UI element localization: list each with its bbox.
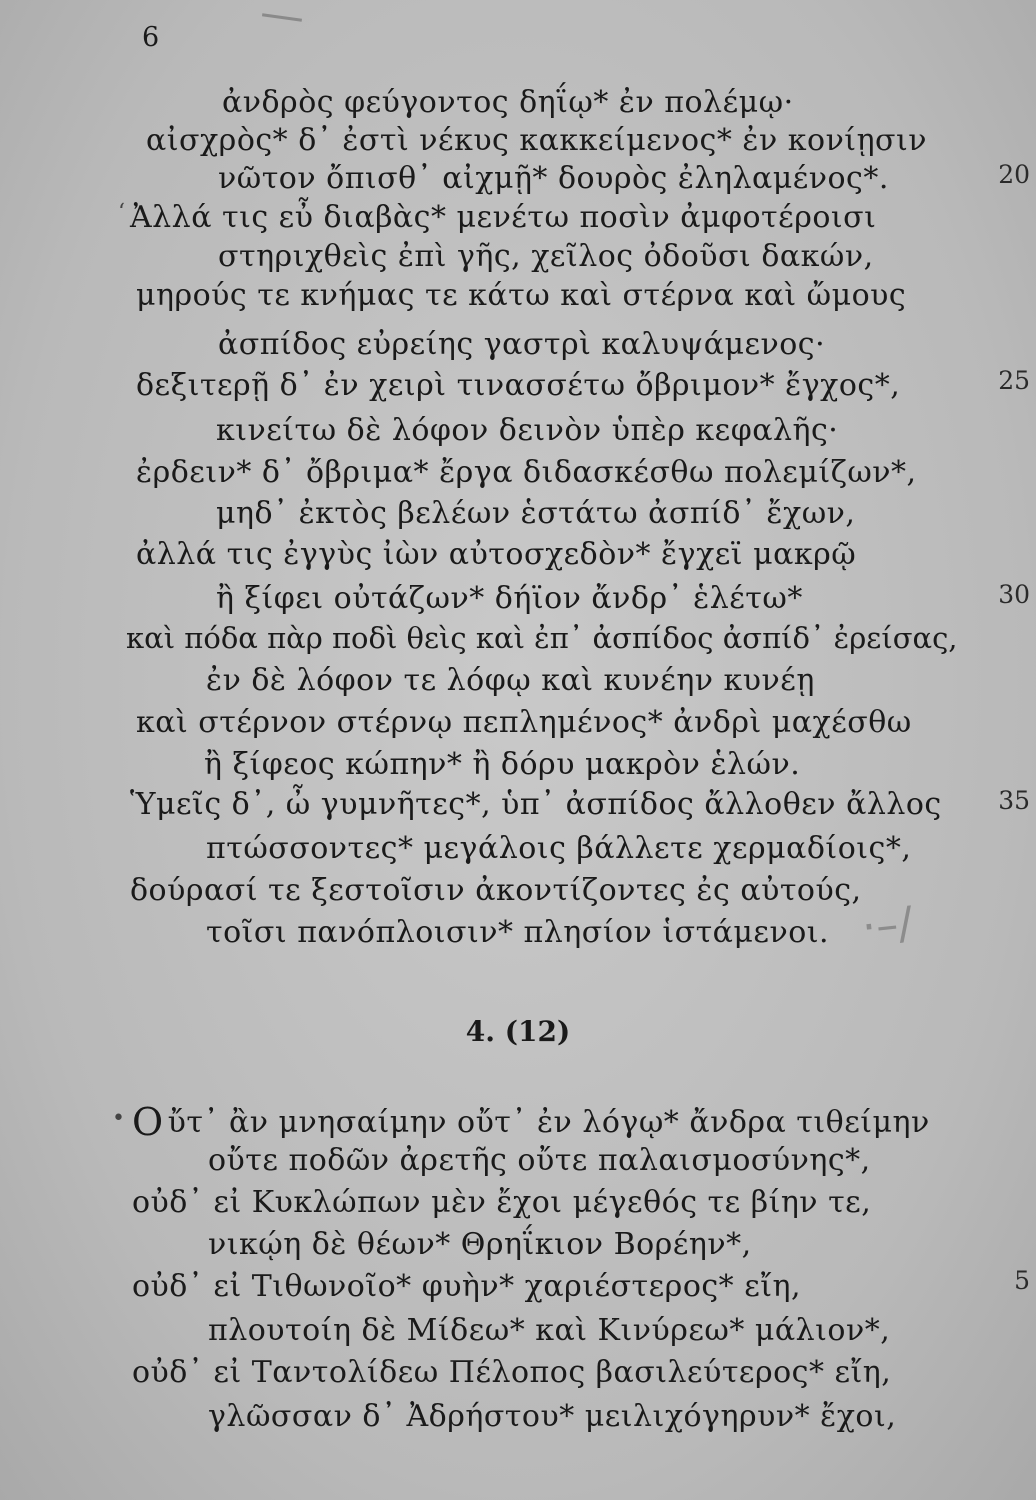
- verse-line-first: [132, 1100, 930, 1144]
- verse-line: μηδ᾽ ἐκτὸς βελέων ἑστάτω ἀσπίδ᾽ ἔχων,: [216, 496, 856, 531]
- verse-line: ἀνδρὸς φεύγοντος δηΐῳ* ἐν πολέμῳ·: [222, 85, 794, 120]
- pencil-annotation: ·–/: [859, 897, 916, 954]
- line-number: 20: [998, 160, 1030, 189]
- verse-line: νικῴη δὲ θέων* Θρηΐκιον Βορέην*,: [208, 1227, 752, 1262]
- verse-line: μηρούς τε κνήμας τε κάτω καὶ στέρνα καὶ ὤμους: [136, 278, 907, 313]
- verse-line: τοῖσι πανόπλοισιν* πλησίον ἱστάμενοι.: [206, 915, 830, 950]
- verse-line: οὔτε ποδῶν ἀρετῆς οὔτε παλαισμοσύνης*,: [208, 1143, 871, 1178]
- verse-line: πλουτοίη δὲ Μίδεω* καὶ Κινύρεω* μάλιον*,: [208, 1313, 891, 1348]
- drop-initial: O: [132, 1100, 164, 1144]
- verse-line: οὐδ᾽ εἰ Τιθωνοῖο* φυὴν* χαριέστερος* εἴη,: [132, 1269, 802, 1304]
- verse-line: πτώσσοντες* μεγάλοις βάλλετε χερμαδίοις*,: [206, 831, 912, 866]
- verse-line: Ὑμεῖς δ᾽, ὦ γυμνῆτες*, ὑπ᾽ ἀσπίδος ἄλλοθεν ἄλλος: [130, 787, 942, 822]
- page-number: 6: [142, 22, 160, 53]
- verse-line: ἢ ξίφει οὐτάζων* δήϊον ἄνδρ᾽ ἑλέτω*: [216, 581, 803, 616]
- margin-bullet-mark: •: [112, 1106, 125, 1131]
- verse-line: καὶ πόδα πὰρ ποδὶ θεὶς καὶ ἐπ᾽ ἀσπίδος ἀσπίδ᾽ ἐρείσας,: [126, 621, 958, 655]
- margin-tick-mark: ʻ: [118, 200, 125, 225]
- verse-line: ἐρδειν* δ᾽ ὄβριμα* ἔργα διδασκέσθω πολεμίζων*,: [136, 455, 917, 490]
- verse-line: ἀλλά τις ἐγγὺς ἰὼν αὐτοσχεδὸν* ἔγχεϊ μακρῷ: [136, 537, 857, 572]
- verse-line: ἢ ξίφεος κώπην* ἢ δόρυ μακρὸν ἑλών.: [204, 747, 801, 782]
- verse-line: οὐδ᾽ εἰ Ταντολίδεω Πέλοπος βασιλεύτερος* εἴη,: [132, 1355, 892, 1390]
- line-number: 5: [1014, 1266, 1030, 1295]
- verse-line: ὔτ᾽ ἂν μνησαίμην οὔτ᾽ ἐν λόγῳ* ἄνδρα τιθείμην: [167, 1105, 930, 1140]
- line-number: 30: [998, 580, 1030, 609]
- verse-line: καὶ στέρνον στέρνῳ πεπλημένος* ἀνδρὶ μαχέσθω: [136, 705, 912, 740]
- verse-line: δούρασί τε ξεστοῖσιν ἀκοντίζοντες ἐς αὐτούς,: [130, 873, 862, 908]
- verse-line: γλῶσσαν δ᾽ Ἀδρήστου* μειλιχόγηρυν* ἔχοι,: [208, 1399, 897, 1434]
- line-number: 25: [998, 366, 1030, 395]
- line-number: 35: [998, 786, 1030, 815]
- verse-line: δεξιτερῇ δ᾽ ἐν χειρὶ τινασσέτω ὄβριμον* ἔγχος*,: [136, 368, 901, 403]
- verse-line: στηριχθεὶς ἐπὶ γῆς, χεῖλος ὀδοῦσι δακών,: [218, 239, 874, 274]
- verse-line: νῶτον ὄπισθ᾽ αἰχμῇ* δουρὸς ἐληλαμένος*.: [218, 161, 889, 196]
- verse-line: αἰσχρὸς* δ᾽ ἐστὶ νέκυς κακκείμενος* ἐν κονίῃσιν: [146, 123, 928, 158]
- verse-line: Ἀλλά τις εὖ διαβὰς* μενέτω ποσὶν ἀμφοτέροισι: [130, 200, 877, 235]
- verse-line: οὐδ᾽ εἰ Κυκλώπων μὲν ἔχοι μέγεθός τε βίην τε,: [132, 1185, 872, 1220]
- section-heading: 4. (12): [465, 1015, 571, 1048]
- verse-line: κινείτω δὲ λόφον δεινὸν ὑπὲρ κεφαλῆς·: [216, 413, 839, 448]
- verse-line: ἐν δὲ λόφον τε λόφῳ καὶ κυνέην κυνέῃ: [206, 663, 815, 698]
- verse-line: ἀσπίδος εὐρείης γαστρὶ καλυψάμενος·: [218, 327, 826, 362]
